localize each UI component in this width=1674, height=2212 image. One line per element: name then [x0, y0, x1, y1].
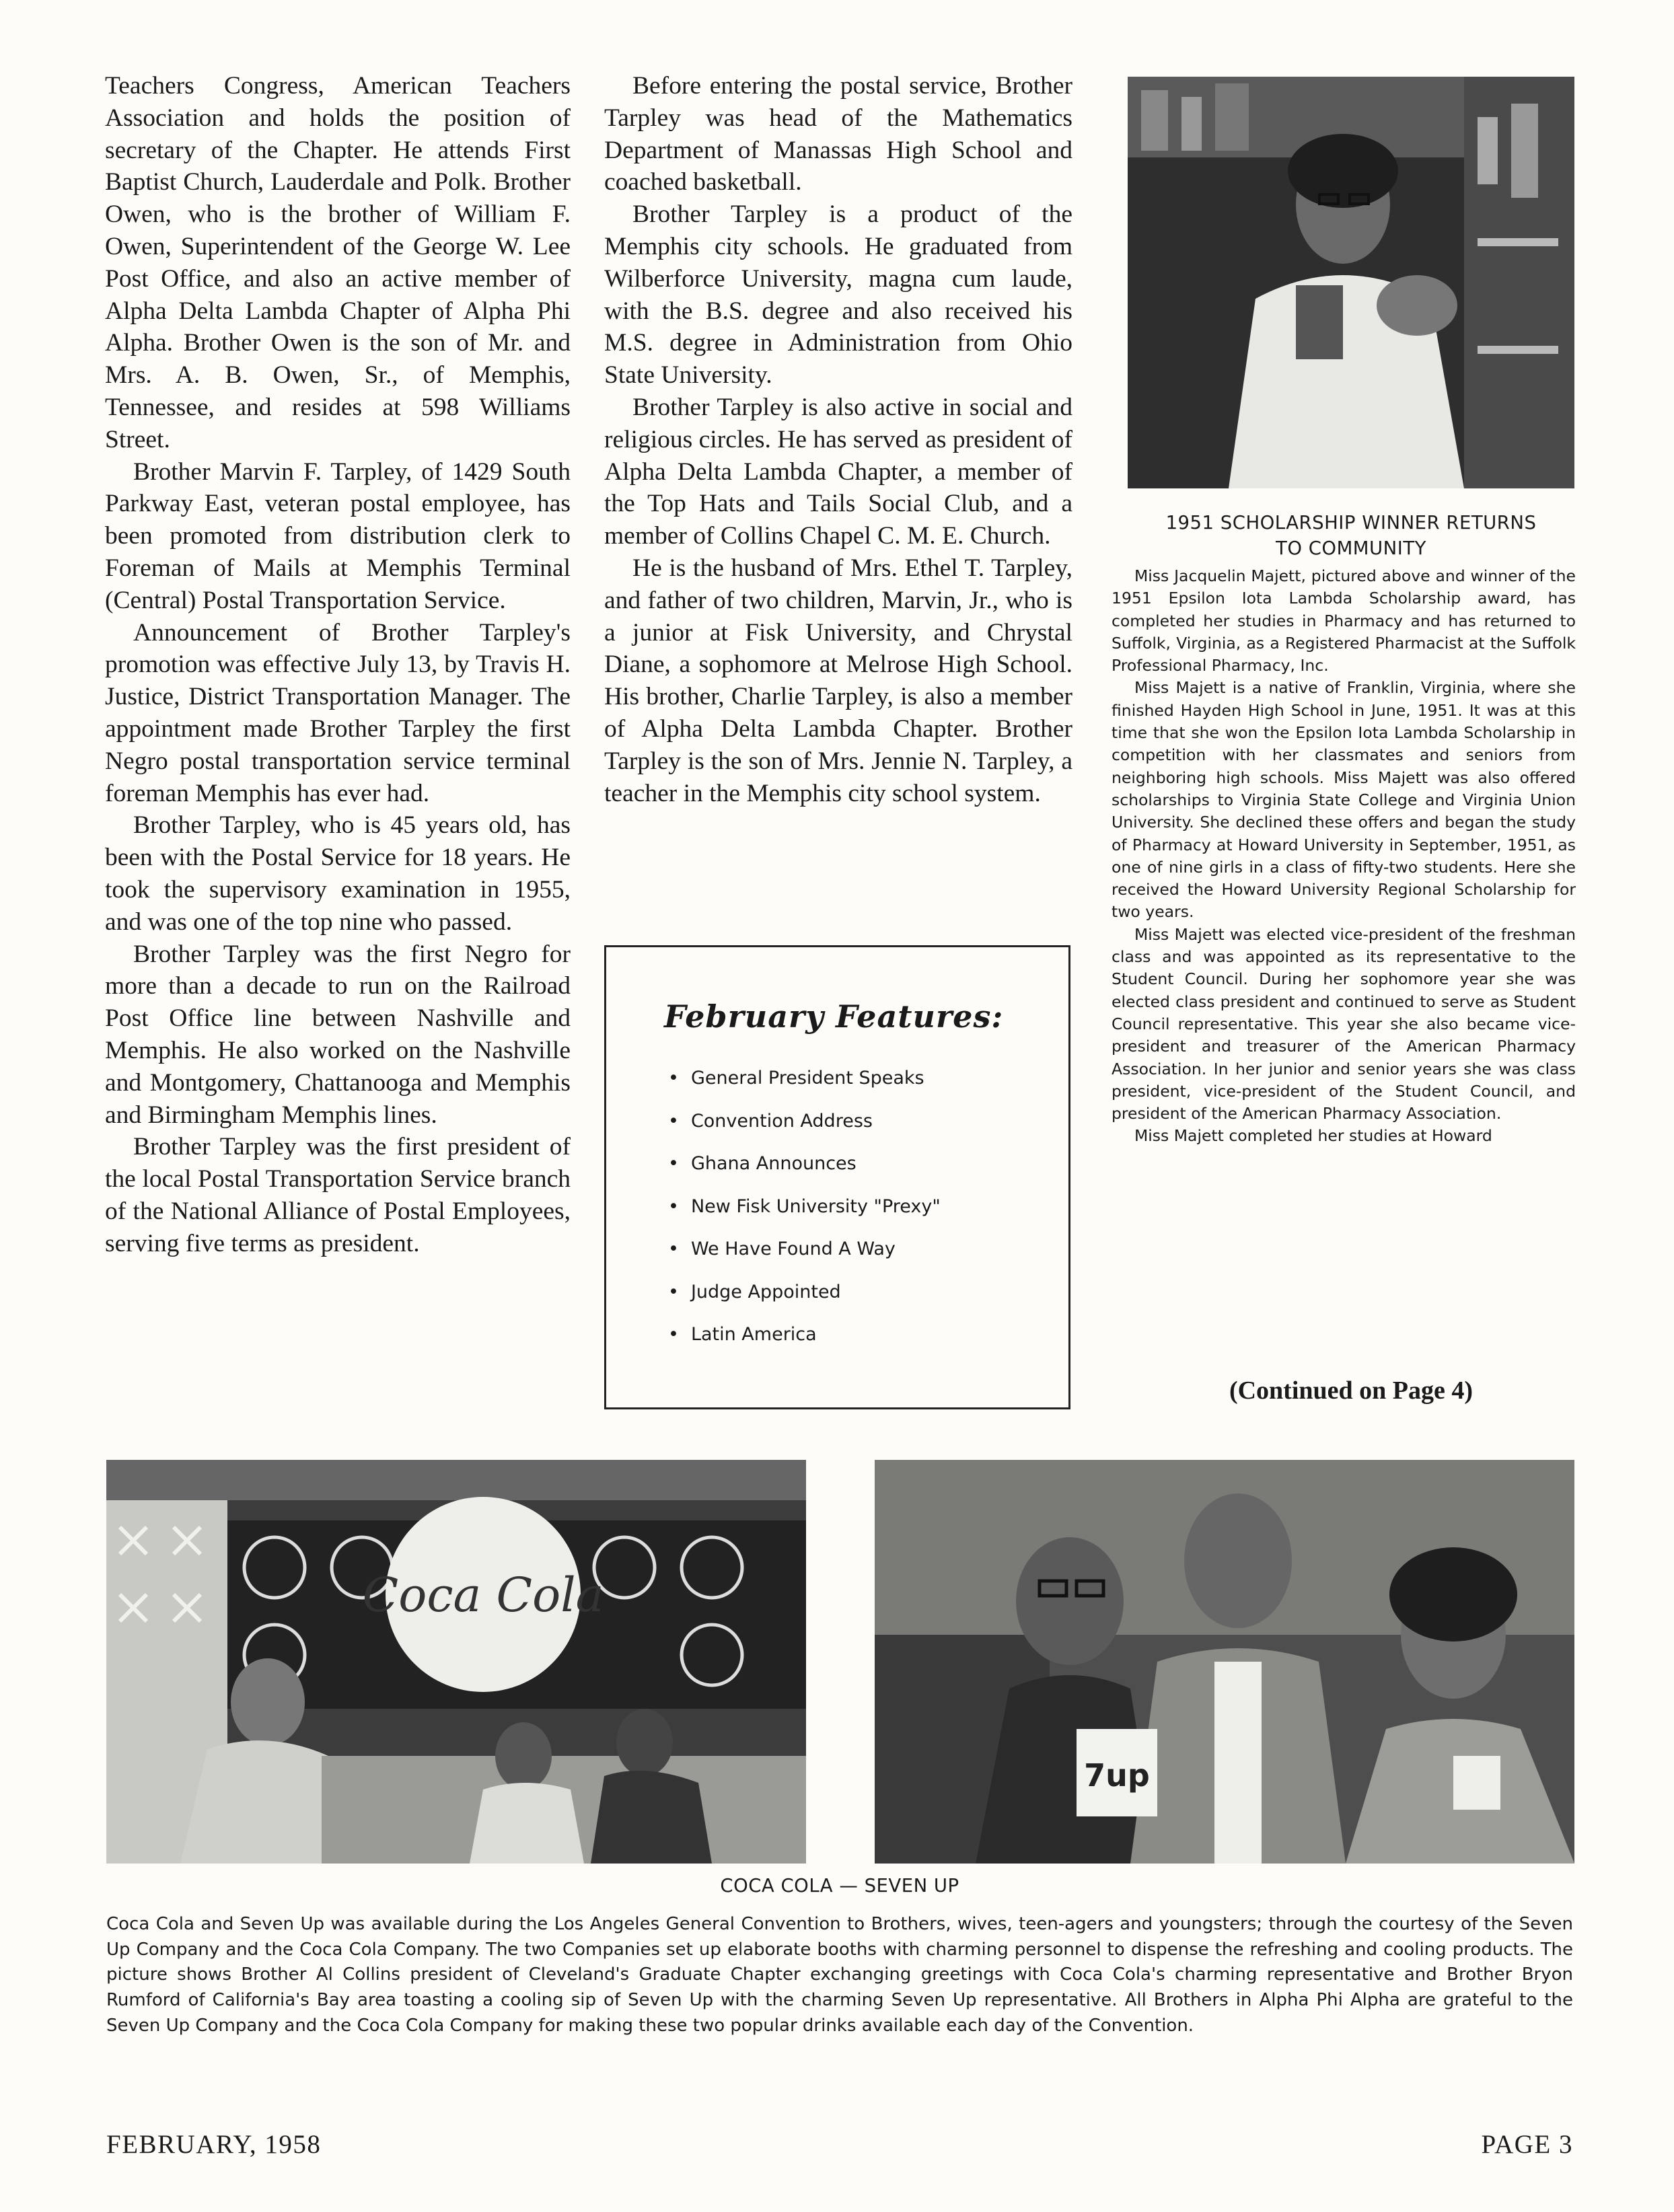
paragraph: Before entering the postal service, Brother Tarpley was head of the Mathematics Department of Manassas High School and coached basketball.: [604, 72, 1072, 196]
coke-sevenup-headline: COCA COLA — SEVEN UP: [720, 1875, 959, 1896]
article-column-2: [604, 70, 1072, 809]
paragraph: Brother Tarpley is a product of the Memphis city schools. He graduated from Wilberforce University, magna cum laude, with the B.S. degree and also received his M.S. degree in Administration from Ohio State University.: [604, 200, 1072, 390]
pharmacist-photo: [1128, 77, 1574, 488]
paragraph: Miss Majett was elected vice-president of the freshman class and was appointed as its representative to the Student Council. During her sophomore year she was elected class president and continued to serve as Student Council representative. This year she also became vice-president and treasurer of the American Pharmacy Association. In her junior and senior years she was class president, vice-president of the Student Council, and president of the American Pharmacy Association.: [1112, 924, 1576, 1123]
paragraph: Miss Majett completed her studies at Howard: [1134, 1126, 1492, 1146]
features-item: • Ghana Announces: [668, 1150, 941, 1193]
scholarship-headline: [1112, 510, 1591, 561]
features-title: February Features:: [664, 998, 1004, 1035]
seven-up-booth-photo: [875, 1460, 1574, 1864]
features-item: • We Have Found A Way: [668, 1236, 941, 1279]
continued-notice: (Continued on Page 4): [1229, 1376, 1473, 1405]
seven-up-sign: 7up: [1084, 1757, 1150, 1794]
scholarship-article: [1112, 565, 1576, 1148]
coca-cola-sign: Coca Cola: [362, 1568, 604, 1623]
paragraph: Brother Tarpley was the first president of the local Postal Transportation Service branch of the National Alliance of Postal Employees, serving five terms as president.: [105, 1133, 571, 1257]
paragraph: Miss Jacquelin Majett, pictured above and winner of the 1951 Epsilon Iota Lambda Scholarship award, has completed her studies in Pharmacy and has returned to Suffolk, Virginia, as a Registered Pharmacist at the Suffolk Professional Pharmacy, Inc.: [1112, 566, 1576, 675]
features-item: • Judge Appointed: [668, 1279, 941, 1322]
paragraph: Brother Tarpley, who is 45 years old, has been with the Postal Service for 18 years. He took the supervisory examination in 1955, and was one of the top nine who passed.: [105, 811, 571, 936]
paragraph: He is the husband of Mrs. Ethel T. Tarpley, and father of two children, Marvin, Jr., who is a junior at Fisk University, and Chrystal Diane, a sophomore at Melrose High School. His brother, Charlie Tarpley, is also a member of Alpha Delta Lambda Chapter. Brother Tarpley is the son of Mrs. Jennie N. Tarpley, a teacher in the Memphis city school system.: [604, 554, 1072, 807]
paragraph: Teachers Congress, American Teachers Association and holds the position of secretary of the Chapter. He attends First Baptist Church, Lauderdale and Polk. Brother Owen, who is the brother of William F. Owen, Superintendent of the George W. Lee Post Office, and also an active member of Alpha Delta Lambda Chapter of Alpha Phi Alpha. Brother Owen is the son of Mr. and Mrs. A. B. Owen, Sr., of Memphis, Tennessee, and resides at 598 Williams Street.: [105, 72, 571, 453]
footer-page-number: PAGE 3: [1481, 2130, 1573, 2159]
coke-sevenup-caption: Coca Cola and Seven Up was available during the Los Angeles General Convention to Brothers, wives, teen-agers and youngsters; through the courtesy of the Seven Up Company and the Coca Cola Company. The two Companies set up elaborate booths with charming personnel to dispense the refreshing and cooling products. The picture shows Brother Al Collins president of Cleveland's Graduate Chapter exchanging greetings with Coca Cola's charming representative and Brother Bryon Rumford of California's Bay area toasting a cooling sip of Seven Up with the charming Seven Up representative. All Brothers in Alpha Phi Alpha are grateful to the Seven Up Company and the Coca Cola Company for making these two popular drinks available each day of the Convention.: [106, 1914, 1573, 2036]
paragraph: Miss Majett is a native of Franklin, Virginia, where she finished Hayden High School in June, 1951. It was at this time that she won the Epsilon Iota Lambda Scholarship in competition with her classmates and seniors from neighboring high schools. Miss Majett was also offered scholarships to Virginia State College and Virginia Union University. She declined these offers and began the study of Pharmacy at Howard University in September, 1951, as one of nine girls in a class of fifty-two students. Here she received the Howard University Regional Scholarship for two years.: [1112, 678, 1576, 922]
features-list: [668, 1065, 941, 1364]
features-item: • General President Speaks: [668, 1065, 941, 1108]
article-column-1: [105, 70, 571, 1259]
paragraph: Brother Marvin F. Tarpley, of 1429 South Parkway East, veteran postal employee, has been promoted from distribution clerk to Foreman of Mails at Memphis Terminal (Central) Postal Transportation Service.: [105, 457, 571, 614]
coca-cola-booth-photo: [106, 1460, 806, 1864]
paragraph: Brother Tarpley was the first Negro for more than a decade to run on the Railroad Post Office line between Nashville and Memphis. He also worked on the Nashville and Montgomery, Chattanooga and Memphis and Birmingham Memphis lines.: [105, 940, 571, 1129]
features-item: • Convention Address: [668, 1108, 941, 1151]
paragraph: Announcement of Brother Tarpley's promotion was effective July 13, by Travis H. Justice, District Transportation Manager. The appointment made Brother Tarpley the first Negro postal transportation service terminal foreman Memphis has ever had.: [105, 618, 571, 807]
headline-line: 1951 SCHOLARSHIP WINNER RETURNS: [1165, 512, 1537, 533]
footer-date: FEBRUARY, 1958: [106, 2130, 322, 2159]
features-item: • New Fisk University "Prexy": [668, 1193, 941, 1237]
paragraph: Brother Tarpley is also active in social and religious circles. He has served as president of Alpha Delta Lambda Chapter, a member of the Top Hats and Tails Social Club, and a member of Collins Chapel C. M. E. Church.: [604, 393, 1072, 550]
february-features-box: [604, 945, 1070, 1409]
features-item: • Latin America: [668, 1321, 941, 1364]
headline-line: TO COMMUNITY: [1276, 538, 1426, 559]
